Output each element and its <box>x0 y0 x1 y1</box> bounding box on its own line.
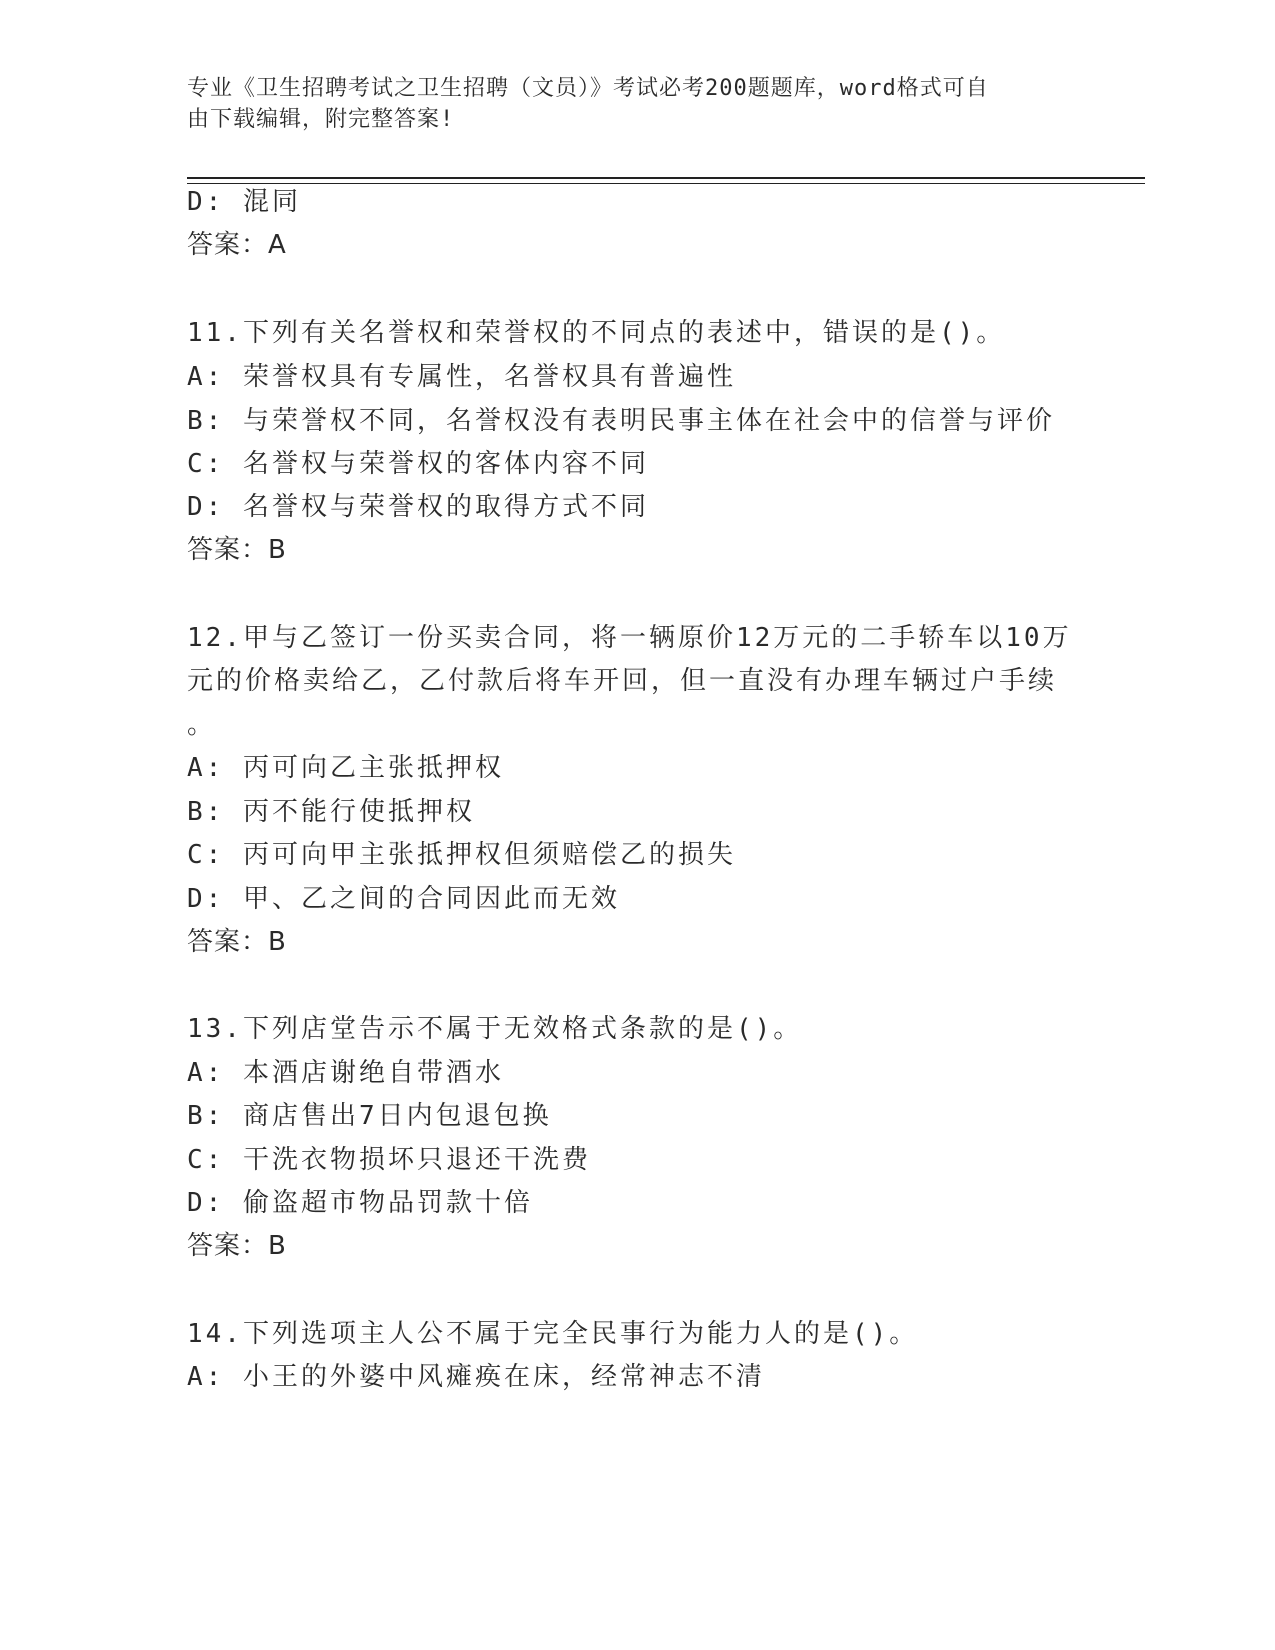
header-line-1: 专业《卫生招聘考试之卫生招聘（文员）》考试必考200题题库，word格式可自 <box>187 76 989 101</box>
question-12-stem-line-3: 。 <box>187 710 217 740</box>
question-13-stem: 13.下列店堂告示不属于无效格式条款的是()。 <box>187 1014 803 1044</box>
page-header <box>187 73 1067 135</box>
question-11-option-c: C: 名誉权与荣誉权的客体内容不同 <box>187 449 649 479</box>
header-divider-thick <box>187 177 1145 179</box>
question-13-option-d: D: 偷盗超市物品罚款十倍 <box>187 1188 533 1218</box>
question-13-option-a: A: 本酒店谢绝自带酒水 <box>187 1058 504 1088</box>
question-11-stem: 11.下列有关名誉权和荣誉权的不同点的表述中，错误的是()。 <box>187 318 1006 348</box>
question-12-option-b: B: 丙不能行使抵押权 <box>187 797 475 827</box>
prev-option-d: D: 混同 <box>187 187 301 217</box>
question-12-option-d: D: 甲、乙之间的合同因此而无效 <box>187 884 620 914</box>
question-12-option-a: A: 丙可向乙主张抵押权 <box>187 753 504 783</box>
question-11-answer: 答案：B <box>187 535 287 565</box>
question-12-stem-line-2: 元的价格卖给乙，乙付款后将车开回，但一直没有办理车辆过户手续 <box>187 666 1058 696</box>
question-14-option-a: A: 小王的外婆中风瘫痪在床，经常神志不清 <box>187 1362 765 1392</box>
question-11-option-d: D: 名誉权与荣誉权的取得方式不同 <box>187 492 649 522</box>
question-12-stem-line-1: 12.甲与乙签订一份买卖合同，将一辆原价12万元的二手轿车以10万 <box>187 623 1072 653</box>
prev-answer: 答案：A <box>187 230 287 260</box>
header-divider-thin <box>187 183 1145 184</box>
question-13-answer: 答案：B <box>187 1231 287 1261</box>
question-13-option-c: C: 干洗衣物损坏只退还干洗费 <box>187 1145 591 1175</box>
header-line-2: 由下载编辑，附完整答案! <box>187 107 455 132</box>
question-13-option-b: B: 商店售出7日内包退包换 <box>187 1101 552 1131</box>
question-12-answer: 答案：B <box>187 927 287 957</box>
question-14-stem: 14.下列选项主人公不属于完全民事行为能力人的是()。 <box>187 1319 919 1349</box>
question-11-option-b: B: 与荣誉权不同，名誉权没有表明民事主体在社会中的信誉与评价 <box>187 406 1055 436</box>
question-11-option-a: A: 荣誉权具有专属性，名誉权具有普遍性 <box>187 362 736 392</box>
question-12-option-c: C: 丙可向甲主张抵押权但须赔偿乙的损失 <box>187 840 736 870</box>
